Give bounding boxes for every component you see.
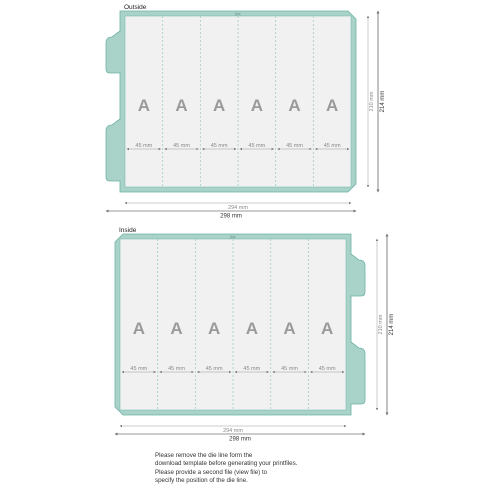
inner-width-label: 294 mm (228, 205, 248, 211)
column-dim-label: 45 mm (205, 366, 223, 372)
column-letter: A (321, 319, 334, 338)
column-dim-label: 45 mm (323, 143, 341, 149)
column-letter: A (245, 319, 258, 338)
scissors-icon: ✂ (229, 233, 237, 242)
column-letter: A (283, 319, 296, 338)
panel-label: Inside (119, 227, 137, 234)
column-letter: A (288, 96, 301, 115)
column-dim-label: 45 mm (130, 366, 148, 372)
column-dim-label: 45 mm (281, 366, 298, 372)
column-dim-label: 45 mm (286, 143, 303, 149)
panel-outside (106, 4, 386, 220)
column-letter: A (208, 319, 221, 338)
note-line: Please remove the die line form the (155, 452, 253, 459)
outer-height-label: 214 mm (389, 313, 395, 336)
inner-width-label: 294 mm (223, 428, 243, 434)
column-dim-label: 45 mm (210, 143, 228, 149)
column-letter: A (170, 319, 183, 338)
note-line: download template before generating your printfiles. (155, 460, 298, 468)
die-line-note (155, 452, 355, 485)
scissors-icon: ✂ (234, 10, 242, 19)
column-letter: A (175, 96, 188, 115)
column-letter: A (326, 96, 339, 115)
outer-width-label: 298 mm (220, 213, 242, 220)
note-line: specify the position of the die line. (155, 476, 248, 484)
column-dim-label: 45 mm (243, 366, 261, 372)
column-dim-label: 45 mm (173, 143, 190, 149)
column-letter: A (132, 319, 145, 338)
panel-inside (115, 227, 395, 443)
column-letter: A (213, 96, 226, 115)
column-dim-label: 45 mm (248, 143, 266, 149)
outer-width-label: 298 mm (229, 436, 251, 443)
column-dim-label: 45 mm (135, 143, 153, 149)
inner-height-label: 210 mm (369, 91, 375, 112)
column-letter: A (250, 96, 263, 115)
column-dim-label: 45 mm (318, 366, 336, 372)
note-line: Please provide a second file (view file) to (155, 468, 268, 476)
inner-height-label: 210 mm (378, 314, 384, 335)
panel-label: Outside (124, 4, 147, 11)
outer-height-label: 214 mm (380, 90, 386, 113)
column-letter: A (137, 96, 150, 115)
column-dim-label: 45 mm (168, 366, 185, 372)
